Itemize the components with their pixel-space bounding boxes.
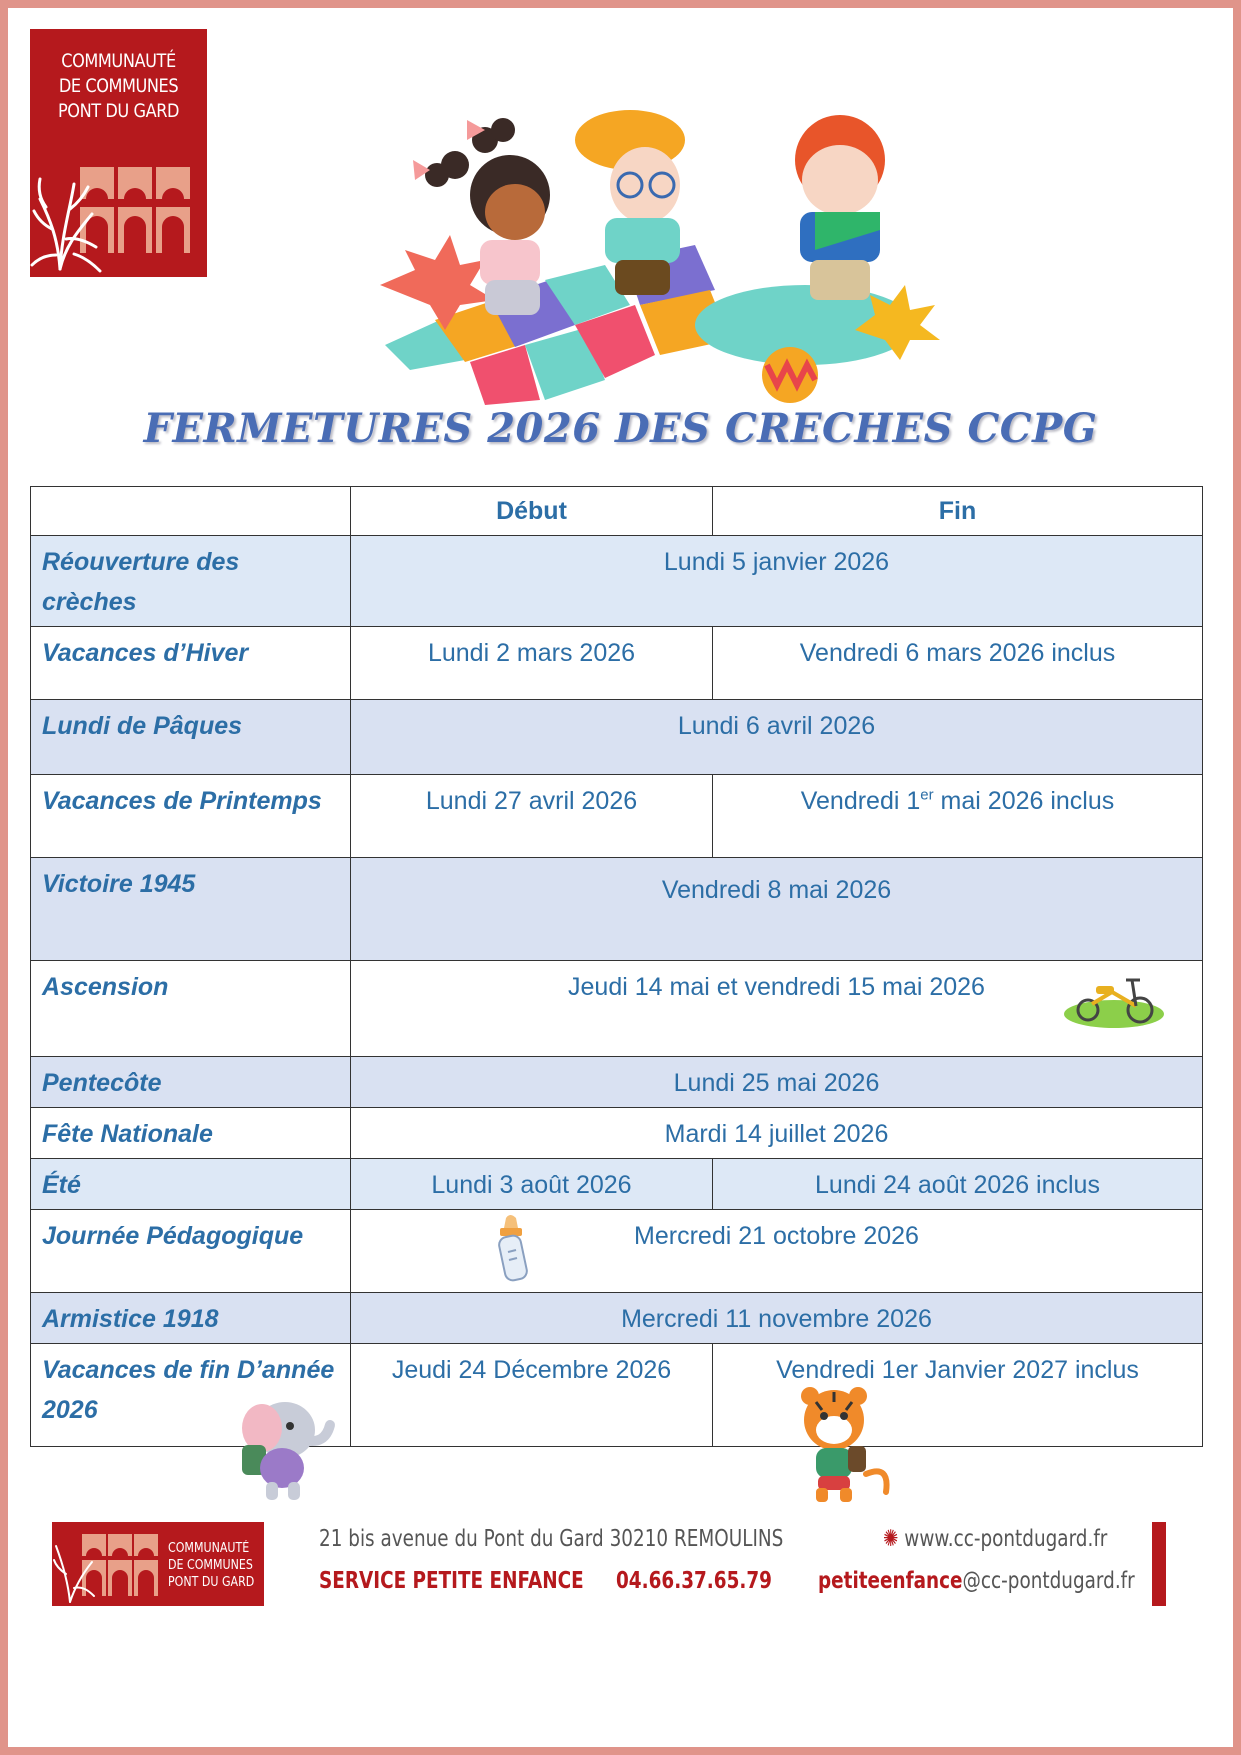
row-date: Lundi 5 janvier 2026 xyxy=(351,536,1203,627)
footer-logo-line-2: DE COMMUNES xyxy=(168,1558,253,1573)
row-label: Journée Pédagogique xyxy=(31,1210,351,1293)
table-row xyxy=(31,700,1203,775)
row-label: Lundi de Pâques xyxy=(31,700,351,775)
footer-address: 21 bis avenue du Pont du Gard 30210 REMOULINS xyxy=(319,1526,784,1552)
footer-logo xyxy=(52,1522,264,1606)
table-row xyxy=(31,775,1203,858)
row-date: Mardi 14 juillet 2026 xyxy=(351,1108,1203,1159)
table-header-row xyxy=(31,487,1203,536)
footer-website-link[interactable] xyxy=(883,1526,1107,1552)
row-date: Lundi 25 mai 2026 xyxy=(351,1057,1203,1108)
table-row xyxy=(31,1108,1203,1159)
row-label: Victoire 1945 xyxy=(31,858,351,961)
row-date: Jeudi 14 mai et vendredi 15 mai 2026 xyxy=(351,961,1203,1057)
table-row xyxy=(31,1159,1203,1210)
header-fin: Fin xyxy=(713,487,1203,536)
table-row xyxy=(31,1293,1203,1344)
table-row xyxy=(31,536,1203,627)
footer-logo-line-1: COMMUNAUTÉ xyxy=(168,1541,250,1556)
fin-post: mai 2026 inclus xyxy=(933,787,1115,815)
tiger-icon xyxy=(786,1384,898,1506)
email-user: petiteenfance xyxy=(818,1568,963,1594)
footer-email-link[interactable] xyxy=(818,1568,1135,1594)
row-debut: Jeudi 24 Décembre 2026 xyxy=(351,1344,713,1447)
row-fin: Vendredi 6 mars 2026 inclus xyxy=(713,627,1203,700)
tricycle-icon xyxy=(1062,970,1166,1032)
table-row xyxy=(31,961,1203,1057)
baby-bottle-icon xyxy=(492,1214,538,1284)
row-fin: Vendredi 1er Janvier 2027 inclus xyxy=(713,1344,1203,1447)
logo-line-3: PONT DU GARD xyxy=(57,100,180,122)
row-label: Pentecôte xyxy=(31,1057,351,1108)
row-fin: Lundi 24 août 2026 inclus xyxy=(713,1159,1203,1210)
closures-table xyxy=(30,486,1203,1447)
email-domain: @cc-pontdugard.fr xyxy=(962,1568,1135,1594)
row-debut: Lundi 3 août 2026 xyxy=(351,1159,713,1210)
row-label: Ascension xyxy=(31,961,351,1057)
row-label: Vacances d’Hiver xyxy=(31,627,351,700)
row-label: Vacances de fin D’année 2026 xyxy=(31,1344,351,1447)
row-date: Vendredi 8 mai 2026 xyxy=(351,858,1203,961)
fin-pre: Vendredi 1 xyxy=(800,787,921,815)
row-label: Vacances de Printemps xyxy=(31,775,351,858)
row-debut: Lundi 2 mars 2026 xyxy=(351,627,713,700)
row-label: Été xyxy=(31,1159,351,1210)
footer-aqueduct-emblem xyxy=(52,1522,164,1606)
fin-sup: er xyxy=(920,786,934,804)
page-title: FERMETURES 2026 DES CRECHES CCPG xyxy=(143,405,1098,452)
table-row xyxy=(31,627,1203,700)
header-debut: Début xyxy=(351,487,713,536)
row-date: Mercredi 21 octobre 2026 xyxy=(351,1210,1203,1293)
table-row xyxy=(31,858,1203,961)
footer-website-text: www.cc-pontdugard.fr xyxy=(904,1526,1108,1552)
table-row xyxy=(31,1057,1203,1108)
row-date: Mercredi 11 novembre 2026 xyxy=(351,1293,1203,1344)
footer-logo-line-3: PONT DU GARD xyxy=(168,1575,255,1590)
row-label: Armistice 1918 xyxy=(31,1293,351,1344)
logo-line-2: DE COMMUNES xyxy=(58,75,179,97)
footer-accent-bar xyxy=(1152,1522,1166,1606)
logo-line-1: COMMUNAUTÉ xyxy=(61,50,176,72)
table-row xyxy=(31,1210,1203,1293)
row-label: Réouverture des crèches xyxy=(31,536,351,627)
children-hopscotch-illustration xyxy=(375,100,955,405)
row-debut: Lundi 27 avril 2026 xyxy=(351,775,713,858)
row-fin xyxy=(713,775,1203,858)
ccpg-logo xyxy=(30,29,207,277)
sun-icon: ✺ xyxy=(883,1526,905,1552)
elephant-icon xyxy=(230,1390,340,1502)
header-empty xyxy=(31,487,351,536)
row-date: Lundi 6 avril 2026 xyxy=(351,700,1203,775)
footer-service: SERVICE PETITE ENFANCE xyxy=(319,1568,584,1594)
table-row xyxy=(31,1344,1203,1447)
row-label: Fête Nationale xyxy=(31,1108,351,1159)
aqueduct-emblem xyxy=(30,159,207,277)
footer-phone: 04.66.37.65.79 xyxy=(616,1568,772,1594)
